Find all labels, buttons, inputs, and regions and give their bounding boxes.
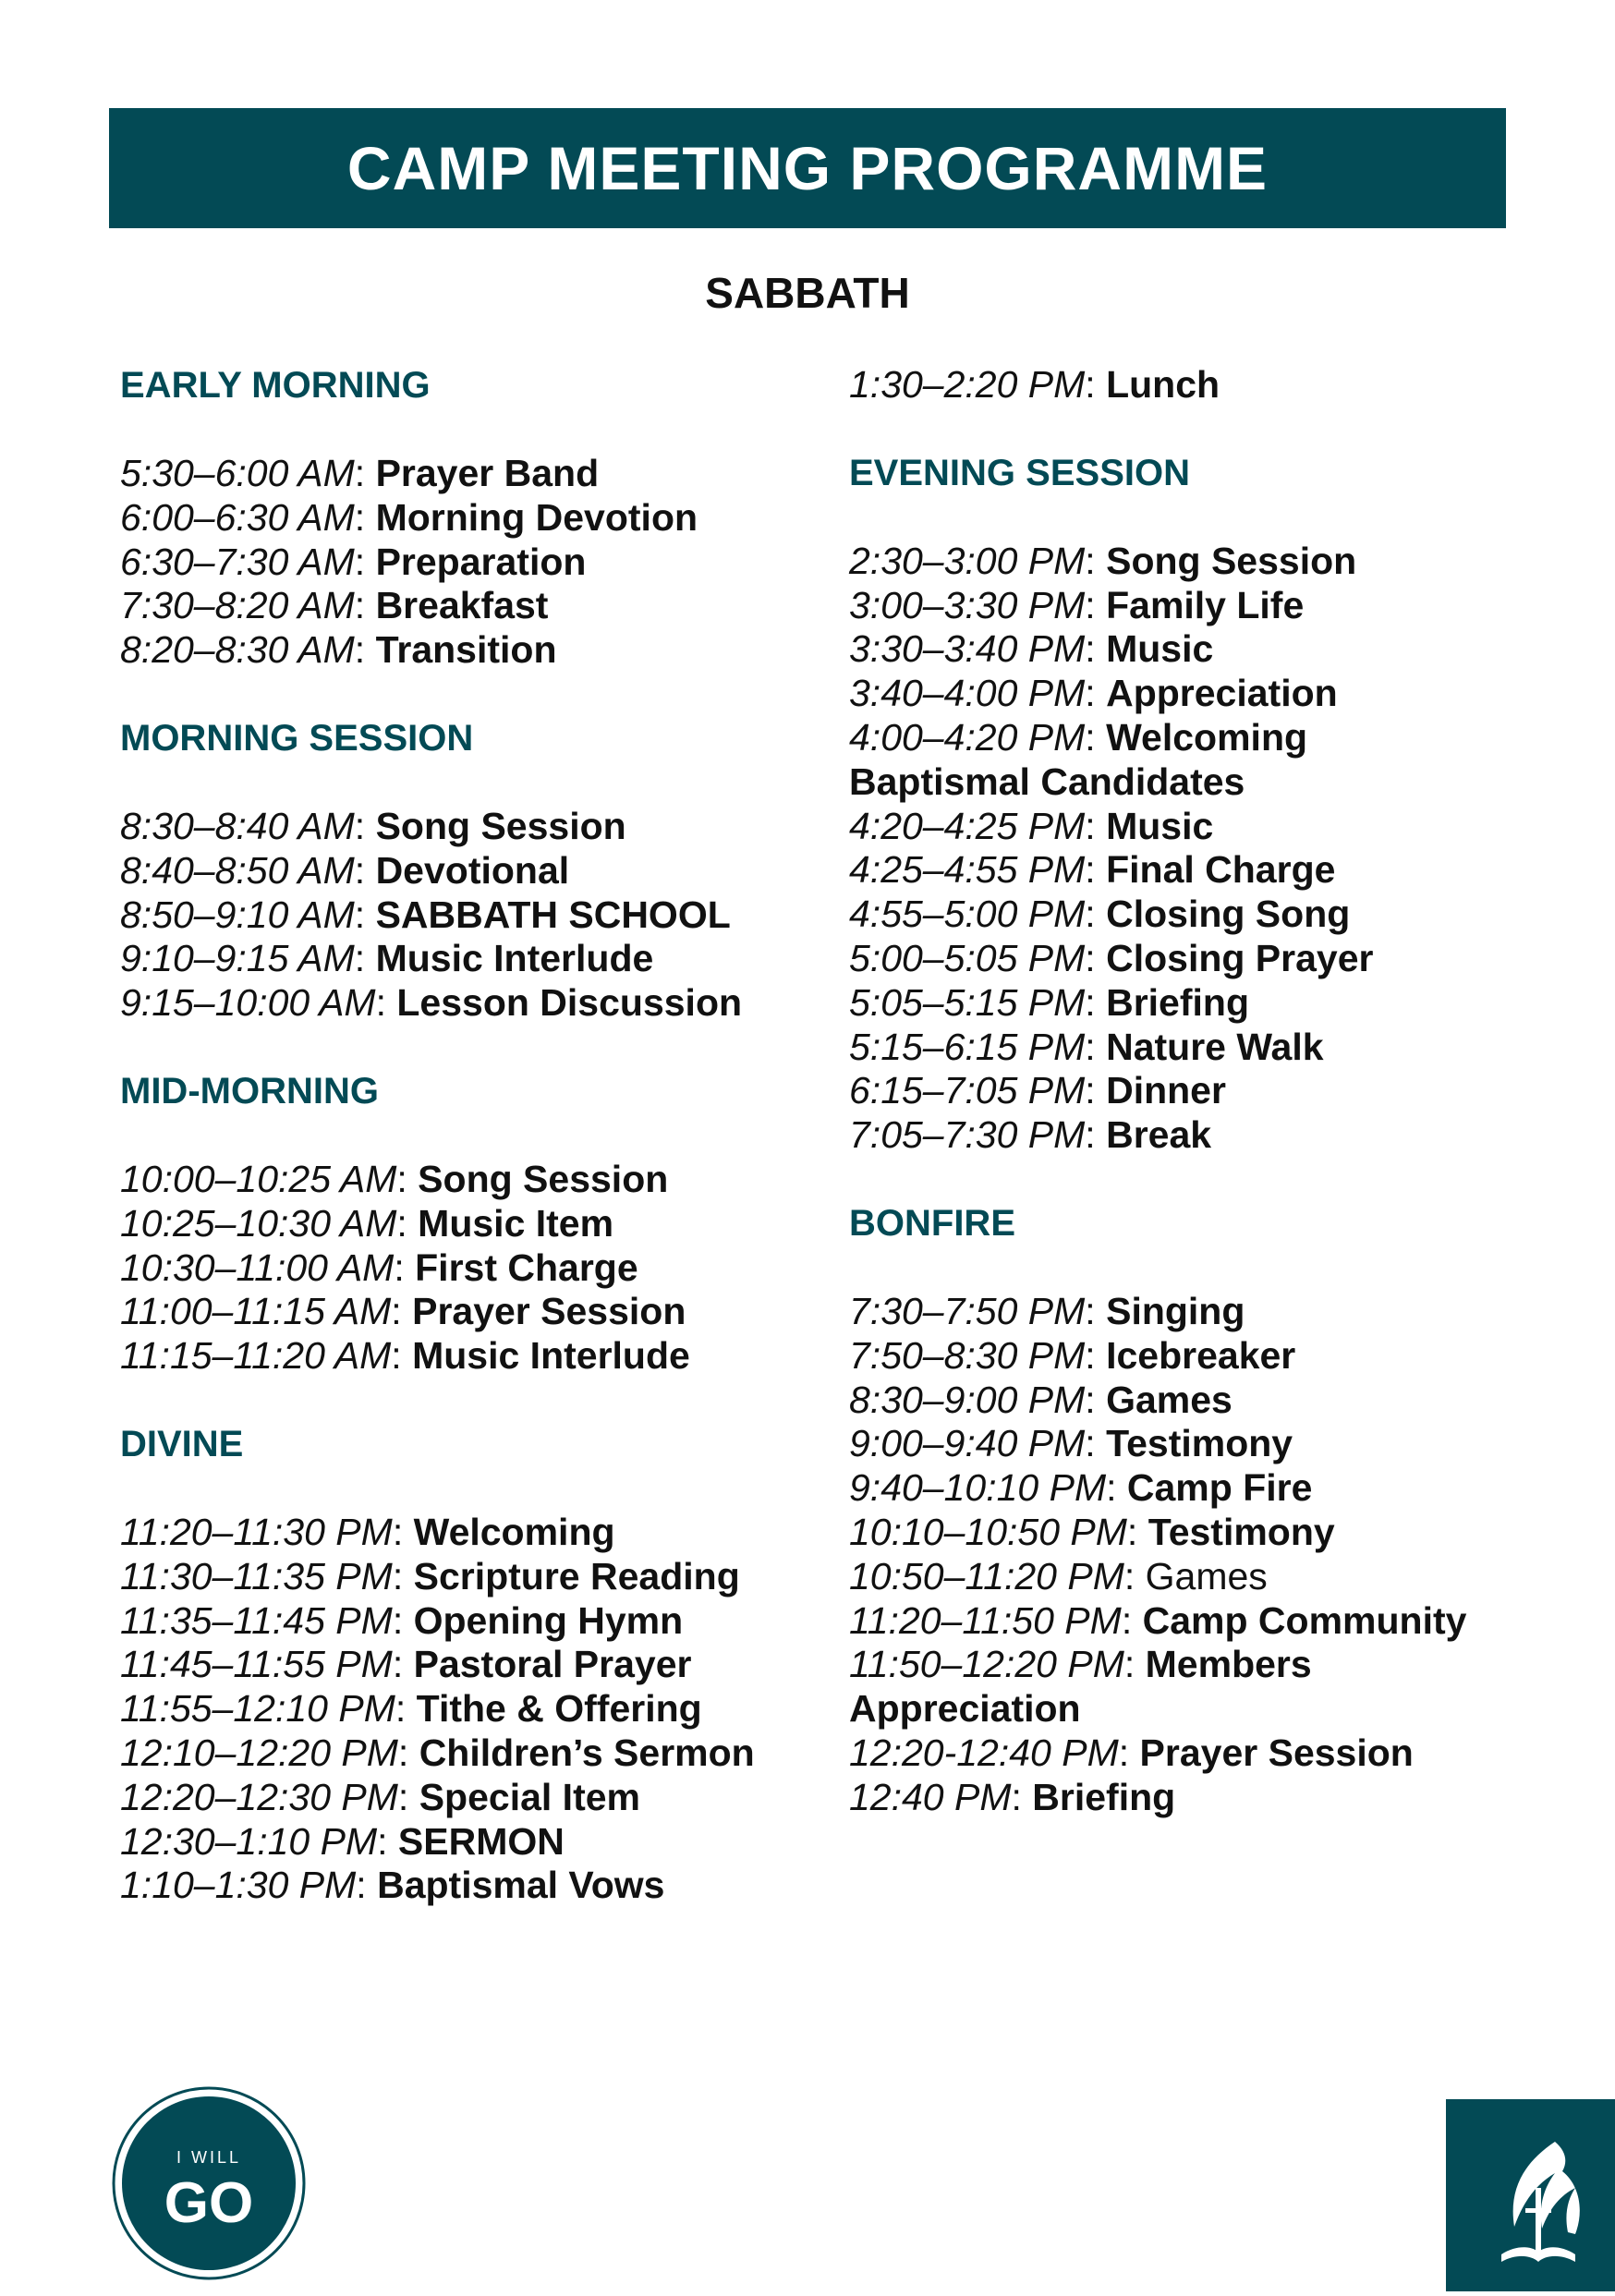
item-time: 7:30–7:50 PM	[849, 1289, 1086, 1332]
item-time: 9:15–10:00 AM	[120, 981, 376, 1025]
item-time: 7:05–7:30 PM	[849, 1113, 1086, 1157]
schedule-item: 2:30–3:00 PM: Song Session	[849, 539, 1357, 582]
item-time: 7:50–8:30 PM	[849, 1333, 1086, 1377]
item-time: 12:30–1:10 PM	[120, 1819, 378, 1863]
item-time: 8:20–8:30 AM	[120, 628, 355, 672]
schedule-item: 4:55–5:00 PM: Closing Song	[849, 893, 1351, 936]
item-activity: Members Appreciation	[849, 1643, 1312, 1731]
item-activity: Devotional	[375, 848, 570, 892]
item-activity: Transition	[375, 628, 557, 672]
item-time: 5:15–6:15 PM	[849, 1025, 1086, 1068]
item-activity: Pastoral Prayer	[413, 1643, 692, 1686]
item-time: 10:25–10:30 AM	[120, 1201, 397, 1245]
item-activity: Lunch	[1106, 363, 1220, 406]
schedule-item: 11:20–11:50 PM: Camp Community	[849, 1598, 1467, 1642]
item-activity: Baptismal Vows	[377, 1864, 665, 1907]
item-activity: Song Session	[418, 1157, 669, 1200]
schedule-item: 12:20-12:40 PM: Prayer Session	[849, 1731, 1414, 1774]
schedule-item: 5:00–5:05 PM: Closing Prayer	[849, 936, 1374, 979]
item-activity: Breakfast	[375, 584, 549, 627]
item-activity: Opening Hymn	[413, 1598, 684, 1642]
logo-text-top: I WILL	[176, 2148, 242, 2167]
schedule-item: 8:30–8:40 AM: Song Session	[120, 804, 626, 847]
schedule-item: 12:30–1:10 PM: SERMON	[120, 1819, 565, 1863]
schedule-item: 9:00–9:40 PM: Testimony	[849, 1422, 1293, 1465]
item-activity: Prayer Session	[412, 1290, 686, 1333]
item-time: 11:30–11:35 PM	[120, 1554, 393, 1597]
item-time: 9:40–10:10 PM	[849, 1466, 1107, 1510]
item-time: 12:10–12:20 PM	[120, 1731, 398, 1774]
schedule-list-bonfire	[849, 1290, 1514, 1820]
item-time: 5:05–5:15 PM	[849, 980, 1086, 1024]
item-time: 10:10–10:50 PM	[849, 1510, 1127, 1553]
schedule-item: 5:15–6:15 PM: Nature Walk	[849, 1025, 1324, 1068]
item-activity: Testimony	[1148, 1510, 1335, 1553]
schedule-item: 9:40–10:10 PM: Camp Fire	[849, 1466, 1313, 1510]
item-activity: Song Session	[1106, 539, 1357, 582]
schedule-item: 11:30–11:35 PM: Scripture Reading	[120, 1554, 740, 1597]
section-heading-evening-session: EVENING SESSION	[849, 452, 1190, 493]
schedule-item: 4:20–4:25 PM: Music	[849, 804, 1214, 847]
item-time: 12:20–12:30 PM	[120, 1775, 398, 1818]
item-activity: Camp Fire	[1126, 1466, 1313, 1510]
schedule-item: 5:05–5:15 PM: Briefing	[849, 980, 1249, 1024]
item-activity: Prayer Band	[375, 452, 600, 494]
schedule-item: 3:40–4:00 PM: Appreciation	[849, 672, 1338, 715]
schedule-item: 8:30–9:00 PM: Games	[849, 1378, 1232, 1421]
item-activity: Morning Devotion	[375, 495, 698, 539]
schedule-item: 11:20–11:30 PM: Welcoming	[120, 1510, 615, 1553]
schedule-item: 11:35–11:45 PM: Opening Hymn	[120, 1598, 684, 1642]
item-activity: Briefing	[1032, 1775, 1176, 1818]
item-time: 11:35–11:45 PM	[120, 1598, 393, 1642]
schedule-item: 3:30–3:40 PM: Music	[849, 627, 1214, 671]
schedule-item: 1:10–1:30 PM: Baptismal Vows	[120, 1864, 665, 1907]
schedule-item: 10:00–10:25 AM: Song Session	[120, 1157, 669, 1200]
item-time: 8:30–9:00 PM	[849, 1378, 1086, 1421]
item-activity: Children’s Sermon	[419, 1731, 755, 1774]
section-heading-divine: DIVINE	[120, 1423, 244, 1464]
schedule-item: 11:55–12:10 PM: Tithe & Offering	[120, 1687, 702, 1731]
item-activity: Icebreaker	[1106, 1333, 1296, 1377]
item-time: 11:55–12:10 PM	[120, 1687, 395, 1731]
schedule-item: 11:15–11:20 AM: Music Interlude	[120, 1334, 690, 1378]
schedule-list-morning-session	[120, 805, 785, 1026]
schedule-item: 10:10–10:50 PM: Testimony	[849, 1510, 1335, 1553]
schedule-item: 12:20–12:30 PM: Special Item	[120, 1775, 640, 1818]
item-activity: First Charge	[415, 1245, 638, 1289]
item-activity: Final Charge	[1106, 848, 1336, 892]
item-activity: Singing	[1106, 1289, 1245, 1332]
schedule-item: 10:30–11:00 AM: First Charge	[120, 1245, 638, 1289]
item-activity: Dinner	[1106, 1069, 1226, 1112]
item-activity: Tithe & Offering	[416, 1687, 702, 1731]
item-activity: Scripture Reading	[413, 1554, 740, 1597]
item-time: 3:30–3:40 PM	[849, 627, 1086, 671]
schedule-item: 4:00–4:20 PM: Welcoming Baptismal Candidates	[849, 715, 1308, 803]
item-activity: Closing Song	[1106, 893, 1351, 936]
item-time: 8:40–8:50 AM	[120, 848, 355, 892]
item-time: 7:30–8:20 AM	[120, 584, 355, 627]
item-time: 12:40 PM	[849, 1775, 1012, 1818]
schedule-item: 6:00–6:30 AM: Morning Devotion	[120, 495, 698, 539]
item-activity: Games	[1145, 1554, 1268, 1597]
section-heading-mid-morning: MID-MORNING	[120, 1070, 379, 1112]
item-activity: Music	[1106, 627, 1214, 671]
item-time: 10:30–11:00 AM	[120, 1245, 395, 1289]
item-activity: Lesson Discussion	[396, 981, 743, 1025]
schedule-item: 8:20–8:30 AM: Transition	[120, 628, 557, 672]
schedule-item: 12:40 PM: Briefing	[849, 1775, 1176, 1818]
schedule-item: 11:00–11:15 AM: Prayer Session	[120, 1290, 686, 1333]
item-time: 4:25–4:55 PM	[849, 848, 1086, 892]
item-time: 10:00–10:25 AM	[120, 1157, 397, 1200]
item-activity: SERMON	[397, 1819, 565, 1863]
logo-text-main: GO	[164, 2171, 254, 2235]
item-time: 2:30–3:00 PM	[849, 539, 1086, 582]
left-column	[120, 363, 785, 1951]
section-heading-early-morning: EARLY MORNING	[120, 365, 431, 406]
item-time: 1:10–1:30 PM	[120, 1864, 357, 1907]
item-activity: Special Item	[419, 1775, 640, 1818]
item-activity: Preparation	[375, 540, 587, 583]
item-time: 9:00–9:40 PM	[849, 1422, 1086, 1465]
schedule-item: 9:15–10:00 AM: Lesson Discussion	[120, 981, 743, 1025]
item-time: 11:20–11:50 PM	[849, 1598, 1122, 1642]
schedule-item: 7:50–8:30 PM: Icebreaker	[849, 1333, 1296, 1377]
schedule-list-divine	[120, 1511, 785, 1908]
item-activity: Nature Walk	[1106, 1025, 1324, 1068]
schedule-list-early-morning	[120, 452, 785, 673]
schedule-list-evening-session	[849, 540, 1514, 1158]
item-activity: Prayer Session	[1139, 1731, 1414, 1774]
item-time: 11:15–11:20 AM	[120, 1334, 392, 1378]
item-time: 3:40–4:00 PM	[849, 672, 1086, 715]
i-will-go-logo	[111, 2085, 307, 2281]
item-time: 6:30–7:30 AM	[120, 540, 355, 583]
schedule-item: 3:00–3:30 PM: Family Life	[849, 583, 1305, 626]
schedule-item: 10:50–11:20 PM: Games	[849, 1554, 1268, 1597]
schedule-item: 8:50–9:10 AM: SABBATH SCHOOL	[120, 893, 731, 936]
schedule-item: 6:15–7:05 PM: Dinner	[849, 1069, 1226, 1112]
item-time: 8:50–9:10 AM	[120, 893, 355, 936]
schedule-list-lunch	[849, 363, 1514, 407]
item-activity: Testimony	[1106, 1422, 1293, 1465]
schedule-item: 6:30–7:30 AM: Preparation	[120, 540, 587, 583]
schedule-item: 1:30–2:20 PM: Lunch	[849, 363, 1220, 406]
schedule-item: 4:25–4:55 PM: Final Charge	[849, 848, 1336, 892]
schedule-item: 10:25–10:30 AM: Music Item	[120, 1201, 614, 1245]
right-column	[849, 363, 1514, 1864]
item-time: 11:50–12:20 PM	[849, 1643, 1124, 1686]
item-time: 3:00–3:30 PM	[849, 583, 1086, 626]
i-will-go-logo-graphic	[111, 2085, 307, 2281]
item-activity: Games	[1106, 1378, 1232, 1421]
adventist-flame-bible-icon	[1446, 2099, 1615, 2291]
item-activity: Music Item	[418, 1201, 614, 1245]
item-time: 10:50–11:20 PM	[849, 1554, 1124, 1597]
item-activity: Music	[1106, 804, 1214, 847]
item-time: 6:00–6:30 AM	[120, 495, 355, 539]
item-activity: Music Interlude	[375, 937, 654, 980]
item-time: 4:20–4:25 PM	[849, 804, 1086, 847]
schedule-item: 7:05–7:30 PM: Break	[849, 1113, 1212, 1157]
schedule-item: 12:10–12:20 PM: Children’s Sermon	[120, 1731, 755, 1774]
item-time: 5:30–6:00 AM	[120, 452, 355, 494]
item-time: 4:55–5:00 PM	[849, 893, 1086, 936]
item-activity: SABBATH SCHOOL	[375, 893, 731, 936]
item-activity: Welcoming	[413, 1510, 615, 1553]
item-activity: Family Life	[1106, 583, 1305, 626]
title-banner	[109, 108, 1506, 228]
schedule-item: 7:30–7:50 PM: Singing	[849, 1289, 1245, 1332]
item-time: 11:00–11:15 AM	[120, 1290, 392, 1333]
item-activity: Song Session	[375, 804, 626, 847]
item-activity: Closing Prayer	[1106, 936, 1374, 979]
schedule-item: 11:50–12:20 PM: Members Appreciation	[849, 1643, 1312, 1731]
item-time: 6:15–7:05 PM	[849, 1069, 1086, 1112]
item-activity: Welcoming Baptismal Candidates	[849, 715, 1308, 803]
item-time: 11:45–11:55 PM	[120, 1643, 393, 1686]
schedule-list-mid-morning	[120, 1158, 785, 1379]
schedule-item: 8:40–8:50 AM: Devotional	[120, 848, 570, 892]
adventist-church-logo	[1446, 2099, 1615, 2291]
page-title: CAMP MEETING PROGRAMME	[346, 134, 1269, 202]
item-time: 12:20-12:40 PM	[849, 1731, 1119, 1774]
item-activity: Appreciation	[1106, 672, 1338, 715]
item-time: 8:30–8:40 AM	[120, 804, 355, 847]
schedule-item: 9:10–9:15 AM: Music Interlude	[120, 937, 654, 980]
item-time: 9:10–9:15 AM	[120, 937, 355, 980]
section-heading-bonfire: BONFIRE	[849, 1202, 1015, 1244]
item-time: 1:30–2:20 PM	[849, 363, 1086, 406]
item-time: 5:00–5:05 PM	[849, 936, 1086, 979]
item-activity: Break	[1106, 1113, 1212, 1157]
section-heading-morning-session: MORNING SESSION	[120, 717, 474, 759]
day-title: SABBATH	[705, 269, 910, 317]
schedule-item: 5:30–6:00 AM: Prayer Band	[120, 452, 600, 494]
schedule-item: 7:30–8:20 AM: Breakfast	[120, 584, 549, 627]
schedule-item: 11:45–11:55 PM: Pastoral Prayer	[120, 1643, 692, 1686]
item-activity: Briefing	[1106, 980, 1249, 1024]
item-time: 11:20–11:30 PM	[120, 1510, 393, 1553]
item-activity: Camp Community	[1142, 1598, 1467, 1642]
item-activity: Music Interlude	[412, 1334, 690, 1378]
item-time: 4:00–4:20 PM	[849, 715, 1086, 759]
